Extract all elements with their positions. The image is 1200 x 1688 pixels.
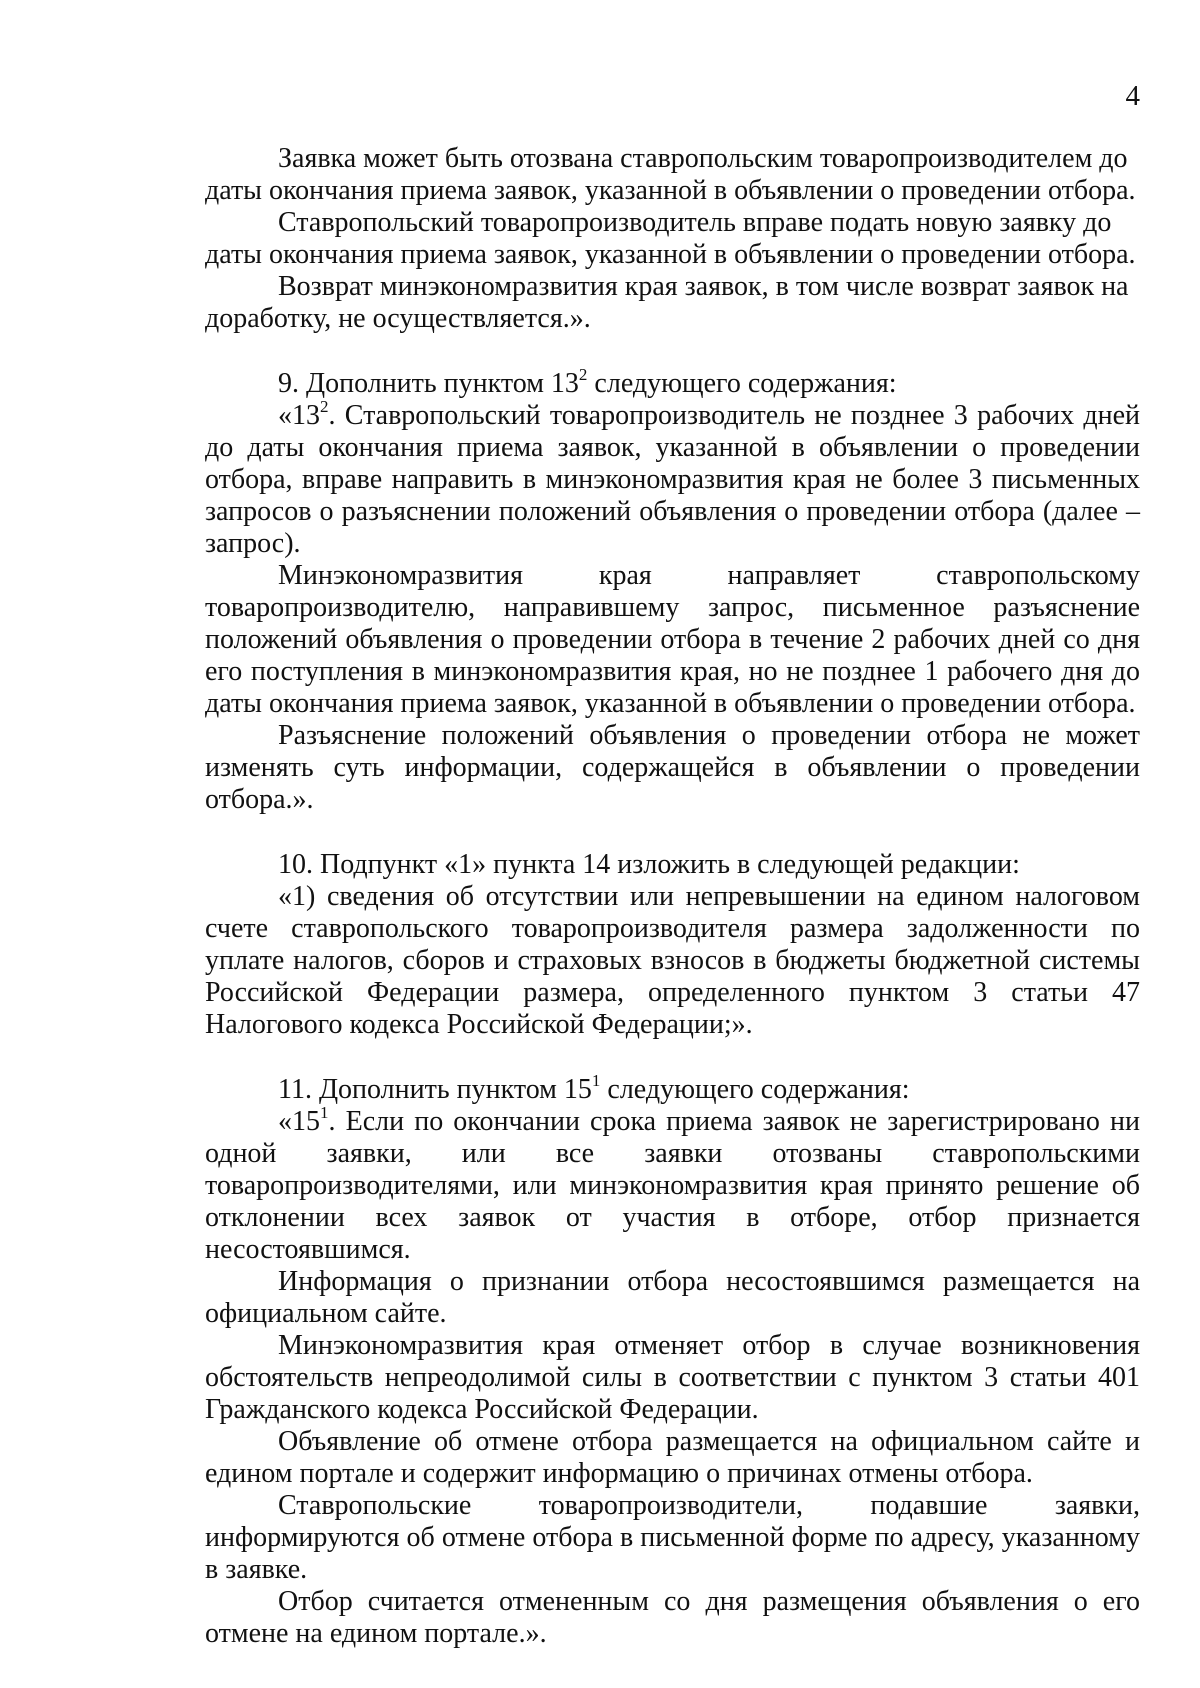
text-run: 11. Дополнить пунктом 15 (278, 1074, 592, 1105)
superscript: 2 (578, 364, 588, 384)
text-run: «15 (278, 1106, 320, 1137)
paragraph-line: Ставропольский товаропроизводитель вправе подать новую заявку до (278, 207, 1112, 238)
text-run: . Если по окончании срока приема заявок не зарегистрировано ни одной заявки, или все заявки отозваны ставропольскими товаропроизводителями, или минэкономразвития края принято решение об отклонении всех заявок от участия в отборе, отбор признается несостоявшимся. (205, 1106, 1140, 1265)
paragraph-15-1 (205, 1102, 1140, 1266)
text-run: «13 (278, 400, 320, 431)
paragraph-failed-info: Информация о признании отбора несостоявшимся размещается на официальном сайте. (205, 1266, 1140, 1329)
section-gap (205, 816, 1140, 849)
section-gap (205, 1041, 1140, 1074)
page-number: 4 (1125, 80, 1140, 112)
paragraph-line: даты окончания приема заявок, указанной в объявлении о проведении отбора. (205, 239, 1136, 270)
paragraph-line: доработку, не осуществляется.». (205, 303, 591, 334)
text-run: 9. Дополнить пунктом 13 (278, 368, 579, 399)
paragraph-line: даты окончания приема заявок, указанной в объявлении о проведении отбора. (205, 175, 1136, 206)
item-10-heading: 10. Подпункт «1» пункта 14 изложить в следующей редакции: (278, 849, 1020, 880)
paragraph-clarification-scope: Разъяснение положений объявления о проведении отбора не может изменять суть информации, содержащейся в объявлении о проведении отбора.». (205, 720, 1140, 815)
paragraph-subitem-1: «1) сведения об отсутствии или непревышении на едином налоговом счете ставропольского товаропроизводителя размера задолженности по уплате налогов, сборов и страховых взносов в бюджеты бюджетной системы Российской Федерации размера, определенного пунктом 3 статьи 47 Налогового кодекса Российской Федерации;». (205, 881, 1140, 1040)
paragraph-no-return (205, 271, 1140, 335)
paragraph-line: Заявка может быть отозвана ставропольским товаропроизводителем до (278, 143, 1128, 174)
paragraph-producers-informed: Ставропольские товаропроизводители, подавшие заявки, информируются об отмене отбора в письменной форме по адресу, указанному в заявке. (205, 1490, 1140, 1585)
superscript: 1 (591, 1070, 601, 1090)
text-run: . Ставропольский товаропроизводитель не позднее 3 рабочих дней до даты окончания приема заявок, указанной в объявлении о проведении отбора, вправе направить в минэкономразвития края не более 3 письменных запросов о разъяснении положений объявления о проведении отбора (далее – запрос). (205, 400, 1140, 559)
paragraph-13-2 (205, 396, 1140, 560)
superscript: 2 (320, 396, 329, 416)
paragraph-clarification-response: Минэкономразвития края направляет ставропольскому товаропроизводителю, направившему запрос, письменное разъяснение положений объявления о проведении отбора в течение 2 рабочих дней со дня его поступления в минэкономразвития края, но не позднее 1 рабочего дня до даты окончания приема заявок, указанной в объявлении о проведении отбора. (205, 560, 1140, 719)
paragraph-force-majeure: Минэкономразвития края отменяет отбор в случае возникновения обстоятельств непреодолимой силы в соответствии с пунктом 3 статьи 401 Гражданского кодекса Российской Федерации. (205, 1330, 1140, 1425)
document-body (205, 143, 1140, 1650)
paragraph-line: Возврат минэкономразвития края заявок, в том числе возврат заявок на (278, 271, 1129, 302)
paragraph-withdrawal (205, 143, 1140, 207)
paragraph-cancel-effective: Отбор считается отмененным со дня размещения объявления о его отмене на едином портале.». (205, 1586, 1140, 1649)
paragraph-new-application (205, 207, 1140, 271)
item-11-heading (205, 1070, 1140, 1106)
text-run: следующего содержания: (600, 1074, 910, 1105)
section-gap (205, 335, 1140, 368)
superscript: 1 (320, 1102, 329, 1122)
paragraph-cancel-notice: Объявление об отмене отбора размещается на официальном сайте и едином портале и содержит информацию о причинах отмены отбора. (205, 1426, 1140, 1489)
item-9-heading (205, 364, 1140, 400)
text-run: следующего содержания: (587, 368, 897, 399)
